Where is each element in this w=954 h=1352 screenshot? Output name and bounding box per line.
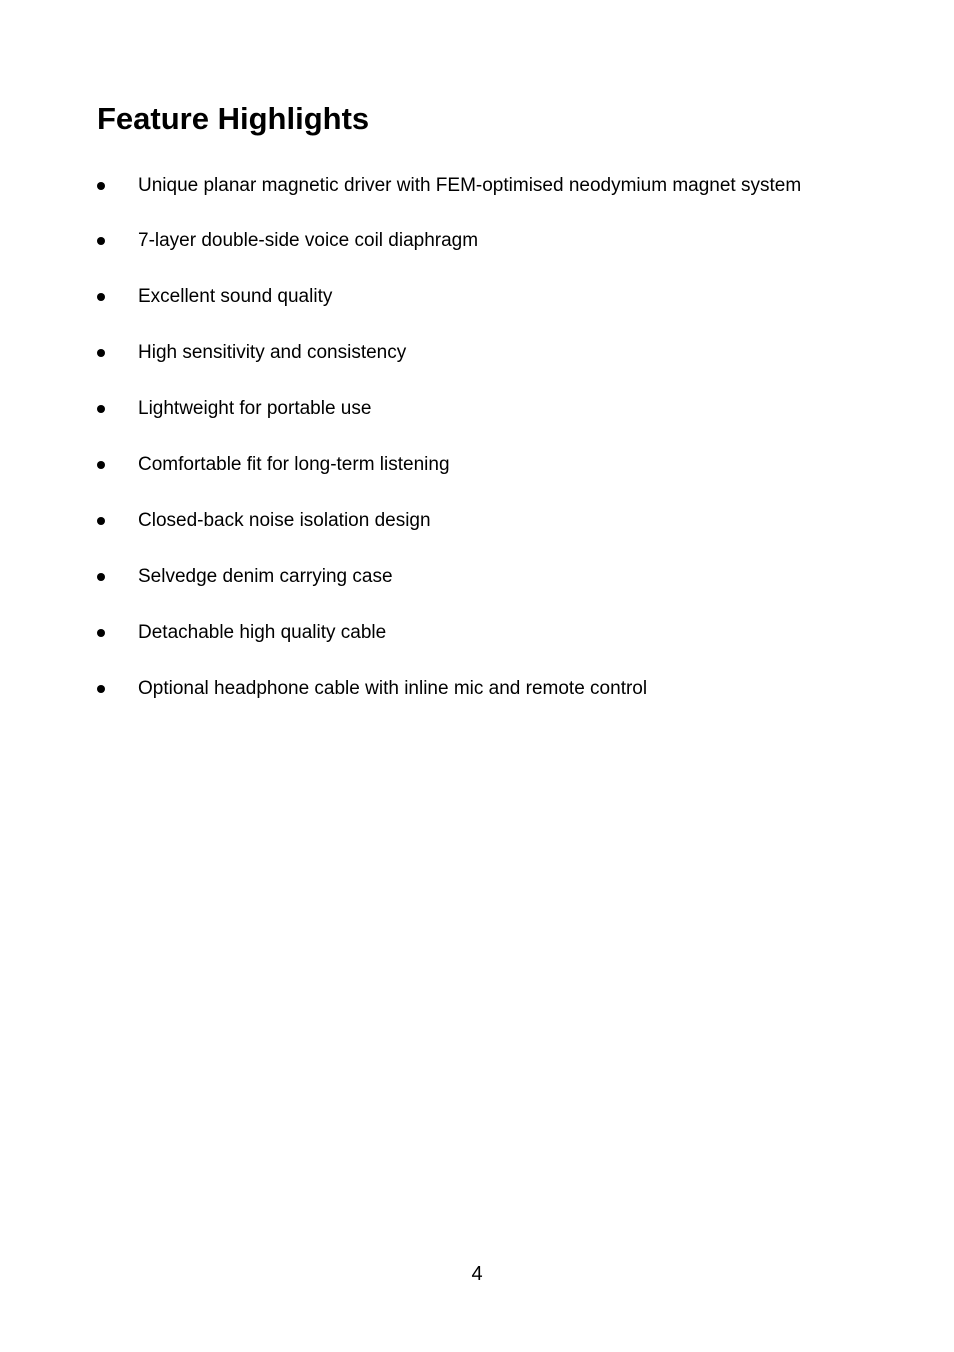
feature-list [97,170,817,729]
feature-item [97,505,817,537]
feature-item [97,561,817,593]
feature-item [97,281,817,313]
feature-text: High sensitivity and consistency [138,342,407,363]
feature-text: Lightweight for portable use [138,398,372,419]
feature-text: 7-layer double-side voice coil diaphragm [138,230,479,251]
feature-text: Comfortable fit for long-term listening [138,454,450,475]
bullet-icon [97,629,105,637]
page-title: Feature Highlights [97,101,370,136]
bullet-icon [97,182,105,190]
feature-item [97,393,817,425]
feature-text: Unique planar magnetic driver with FEM-optimised neodymium magnet system [138,175,802,196]
feature-text: Excellent sound quality [138,286,333,307]
feature-text: Closed-back noise isolation design [138,510,431,531]
feature-item [97,673,817,705]
feature-text: Selvedge denim carrying case [138,566,393,587]
bullet-icon [97,461,105,469]
bullet-icon [97,349,105,357]
feature-item [97,449,817,481]
bullet-icon [97,573,105,581]
bullet-icon [97,517,105,525]
page-number: 4 [471,1263,483,1285]
feature-item [97,617,817,649]
feature-text: Optional headphone cable with inline mic and remote control [138,678,648,699]
bullet-icon [97,685,105,693]
bullet-icon [97,237,105,245]
feature-item [97,225,817,257]
feature-text: Detachable high quality cable [138,622,387,643]
feature-item [97,170,817,202]
bullet-icon [97,405,105,413]
feature-item [97,337,817,369]
bullet-icon [97,293,105,301]
